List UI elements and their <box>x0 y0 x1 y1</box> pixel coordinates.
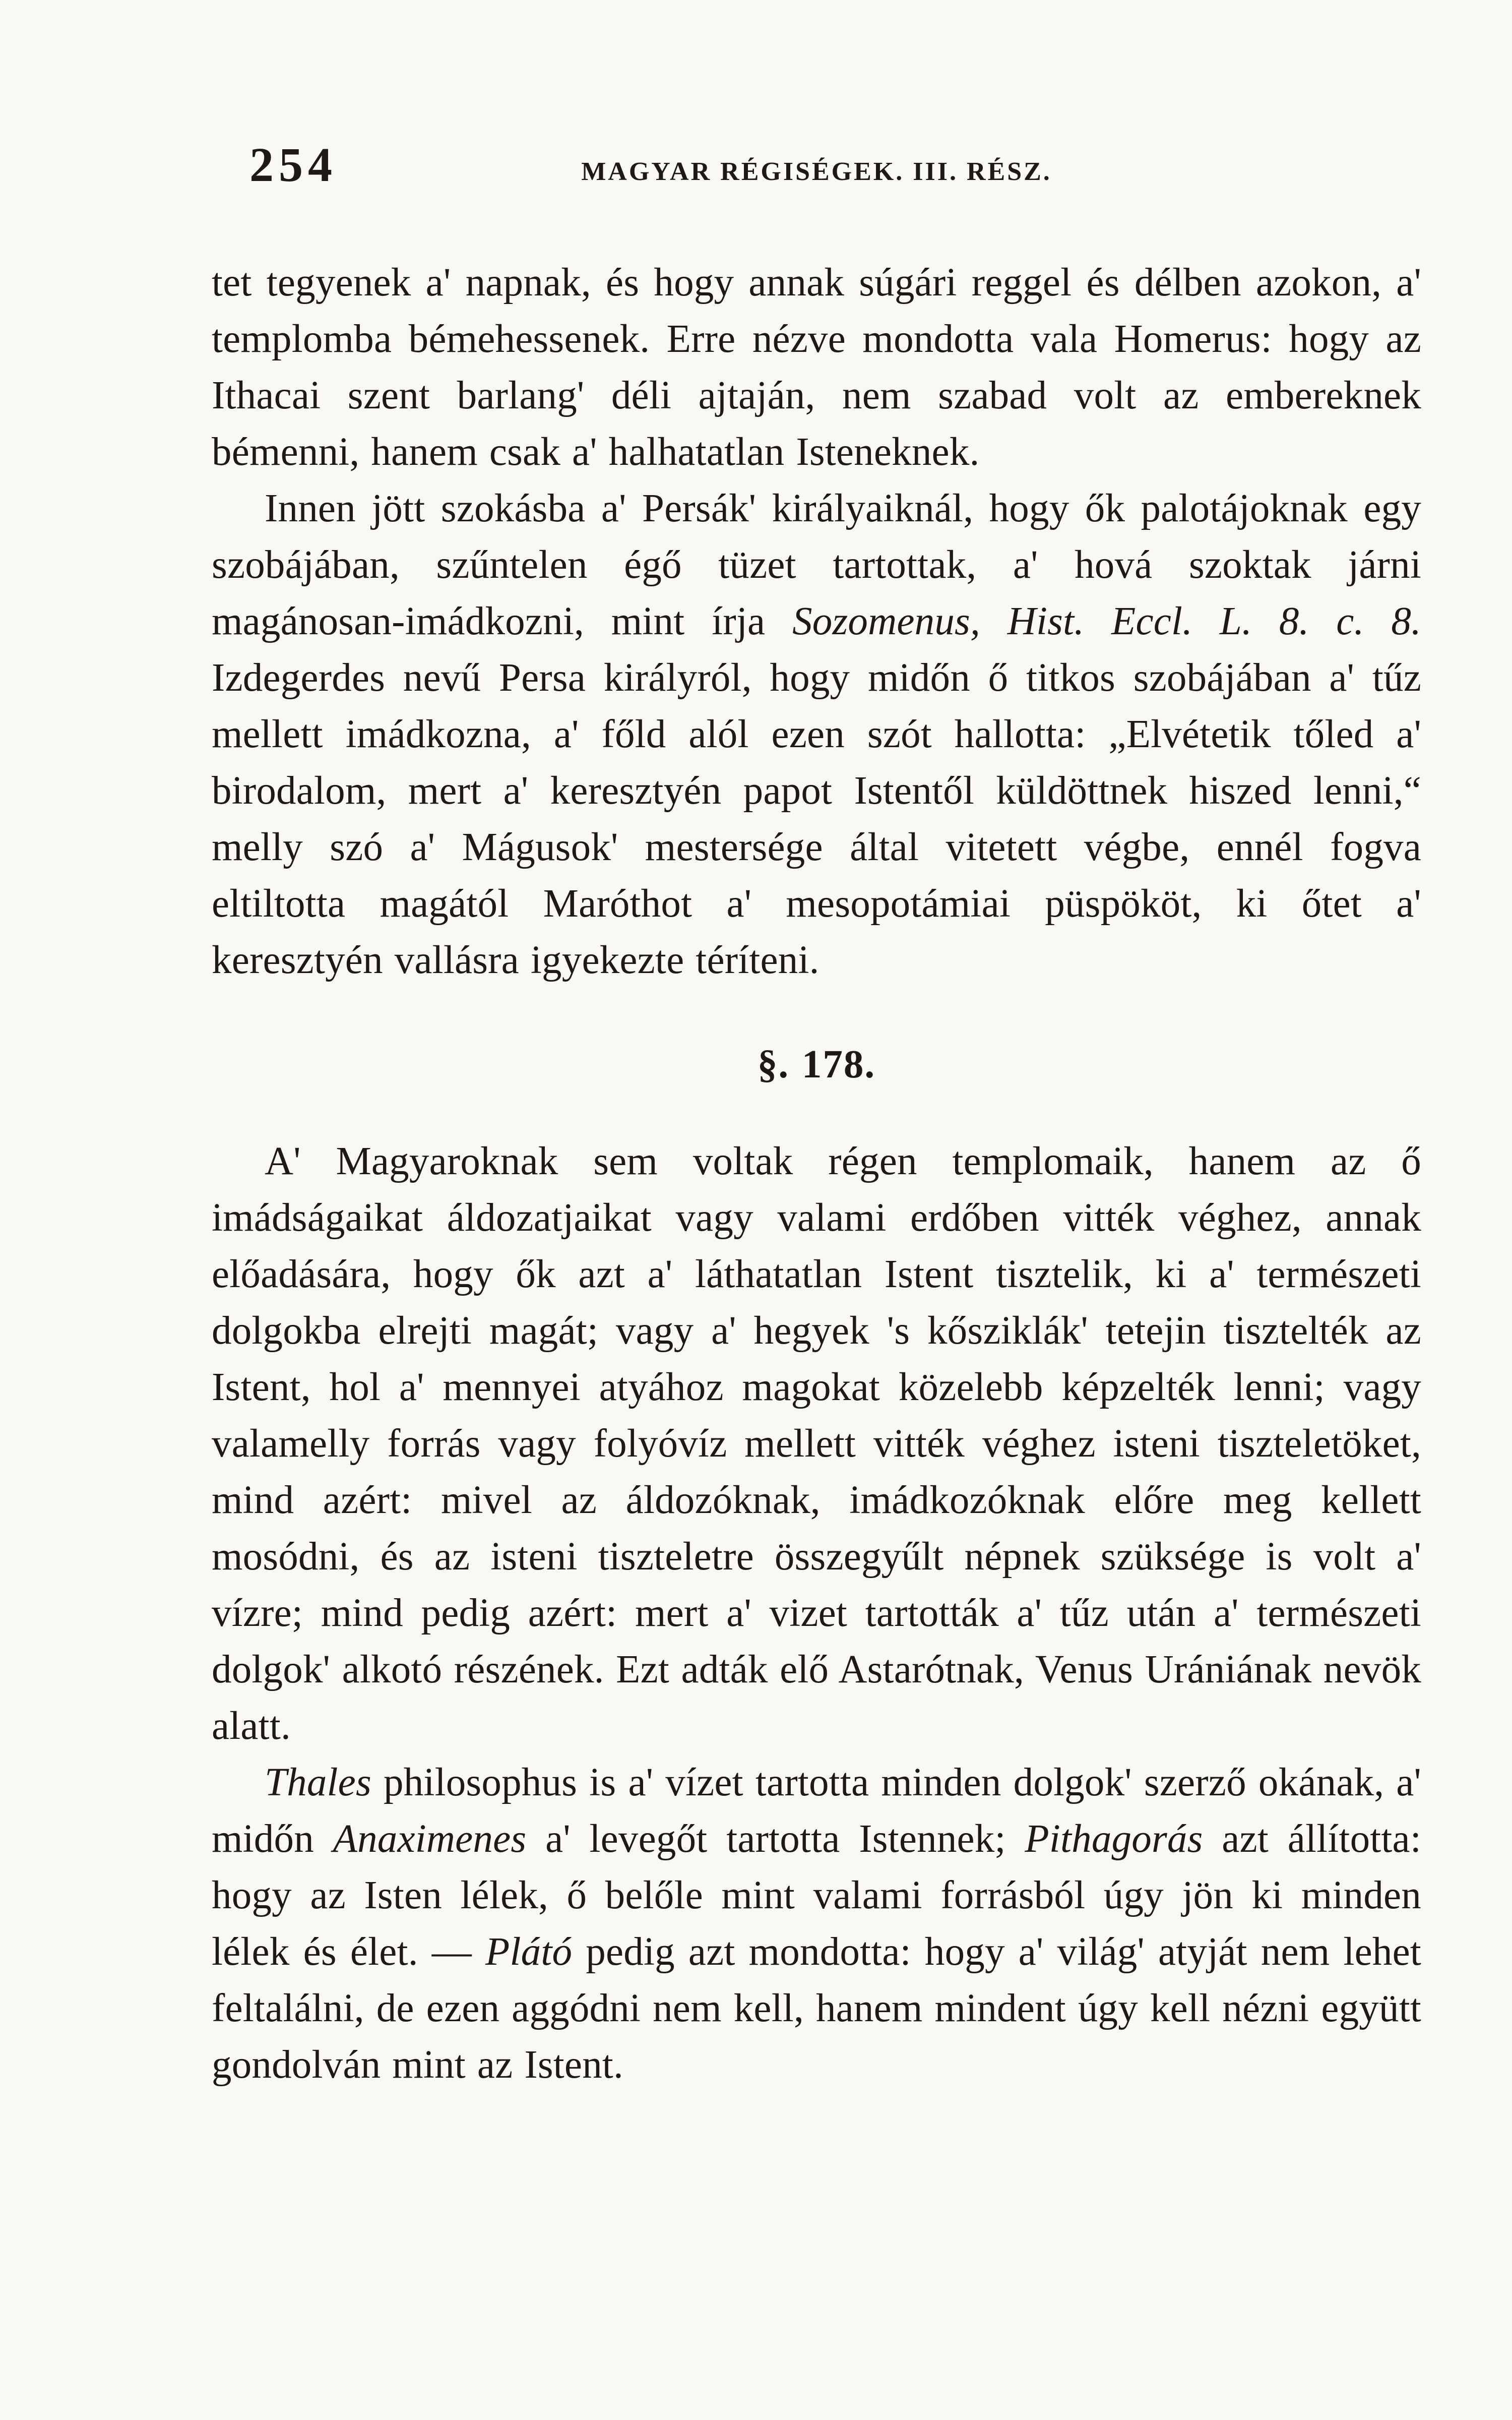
paragraph: Innen jött szokásba a' Persák' királyaiknál, hogy ők palotájoknak egy szobájában, szűntelen égő tüzet tartottak, a' hová szoktak járni magánosan-imádkozni, mint írja Sozomenus, Hist. Eccl. L. 8. c. 8. Izdegerdes nevű Persa királyról, hogy midőn ő titkos szobájában a' tűz mellett imádkozna, a' főld alól ezen szót hallotta: „Elvétetik tőled a' birodalom, mert a' keresztyén papot Istentől küldöttnek hiszed lenni,“ melly szó a' Mágusok' mestersége által vitetett végbe, ennél fogva eltiltotta magától Maróthot a' mesopotámiai püspököt, ki őtet a' keresztyén vallásra igyekezte téríteni. <box>212 487 1421 982</box>
page-number: 254 <box>249 138 337 192</box>
paragraph: A' Magyaroknak sem voltak régen templomaik, hanem az ő imádságaikat áldozatjaikat vagy valami erdőben vitték véghez, annak előadására, hogy ők azt a' láthatatlan Istent tisztelik, ki a' természeti dolgokba elrejti magát; vagy a' hegyek 's kősziklák' tetejin tisztelték az Istent, hol a' mennyei atyához magokat közelebb képzelték lenni; vagy valamelly forrás vagy folyóvíz mellett vitték véghez isteni tiszteletöket, mind azért: mivel az áldozóknak, imádkozóknak előre meg kellett mosódni, és az isteni tiszteletre összegyűlt népnek szüksége is volt a' vízre; mind pedig azért: mert a' vizet tartották a' tűz után a' természeti dolgok' alkotó részének. Ezt adták elő Astarótnak, Venus Urániának nevök alatt. <box>212 1139 1421 1748</box>
paragraphs <box>212 255 1421 2093</box>
section-heading: §. 178. <box>757 1043 876 1086</box>
running-title: MAGYAR RÉGISÉGEK. III. RÉSZ. <box>581 157 1052 186</box>
paragraph: tet tegyenek a' napnak, és hogy annak súgári reggel és délben azokon, a' templomba bémehessenek. Erre nézve mondotta vala Homerus: hogy az Ithacai szent barlang' déli ajtaján, nem szabad volt az embereknek bémenni, hanem csak a' halhatatlan Isteneknek. <box>212 261 1421 474</box>
paragraph: Thales philosophus is a' vízet tartotta minden dolgok' szerző okának, a' midőn Anaximenes a' levegőt tartotta Istennek; Pithagorás azt állította: hogy az Isten lélek, ő belőle mint valami forrásból úgy jön ki minden lélek és élet. — Plátó pedig azt mondotta: hogy a' világ' atyját nem lehet feltalálni, de ezen aggódni nem kell, hanem mindent úgy kell nézni együtt gondolván mint az Istent. <box>212 1761 1421 2087</box>
page-header <box>212 138 1421 204</box>
